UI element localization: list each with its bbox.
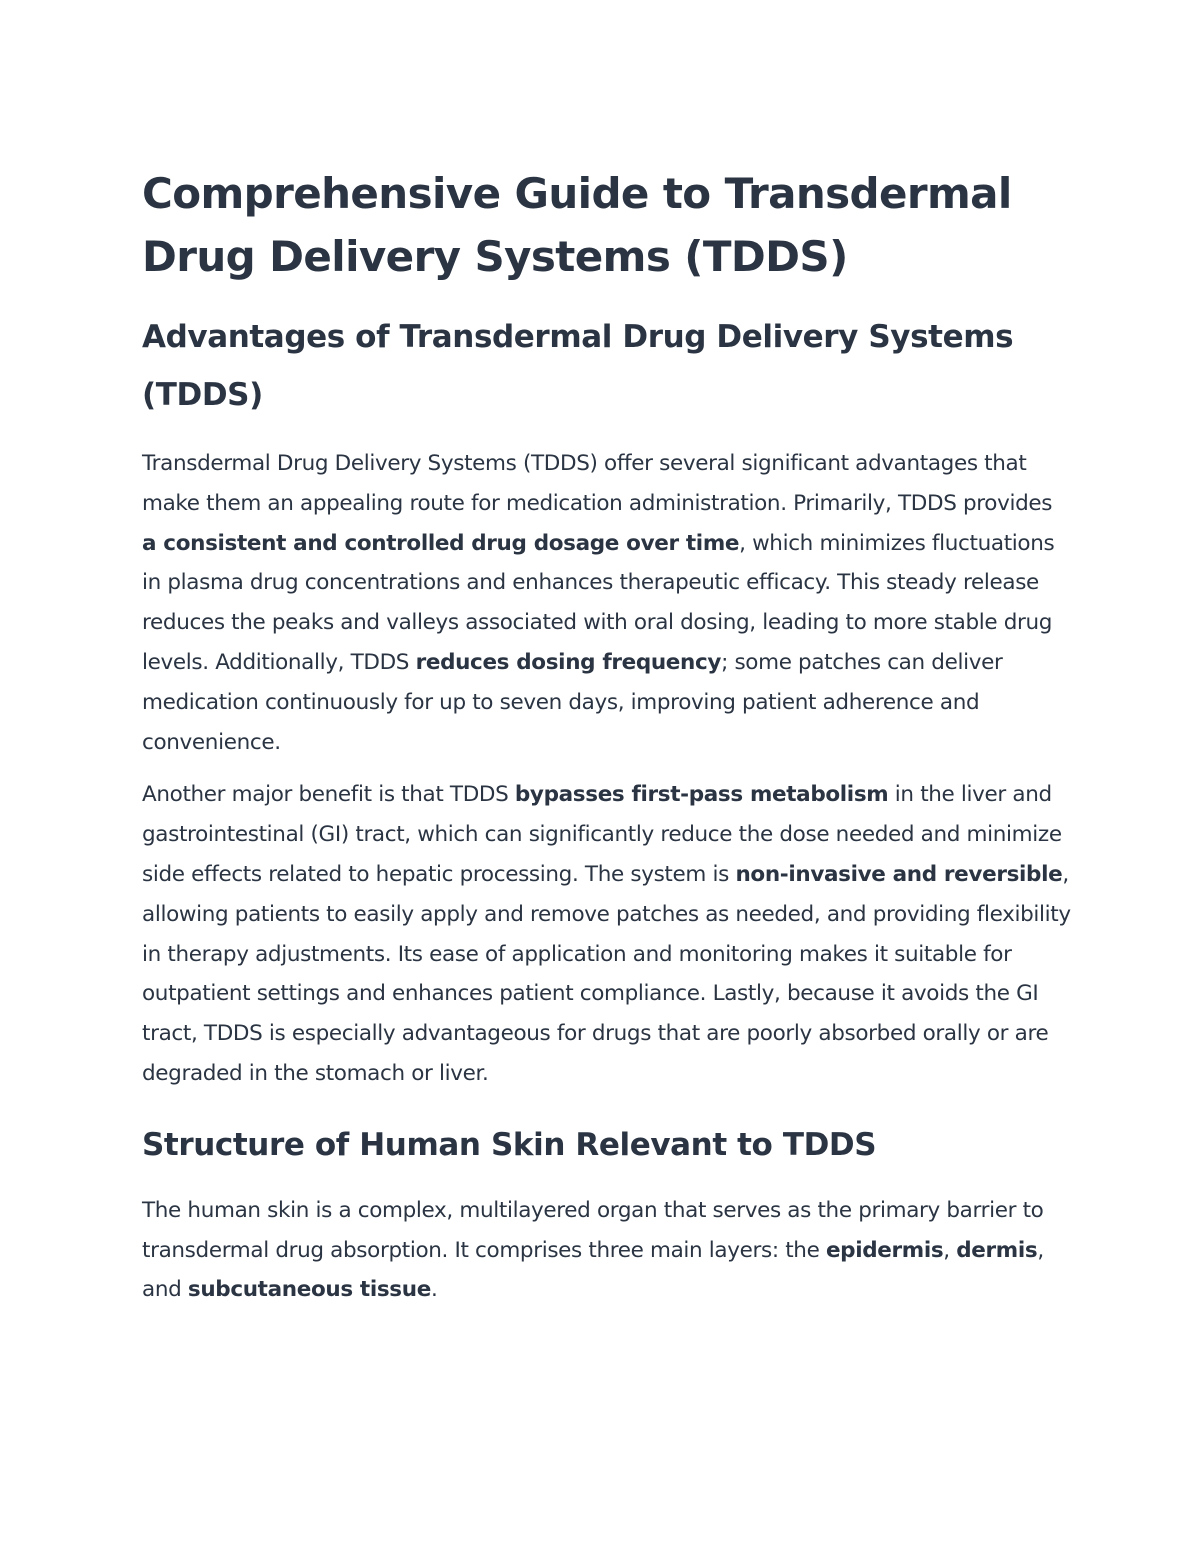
paragraph-text: , which minimizes fluctuations in plasma drug concentrations and enhances therapeutic efficacy. This steady release reduces the peaks and valleys associated with oral dosing, leading to more stable drug levels. Additionally, TDDS (142, 530, 1055, 675)
paragraph-skin-structure (142, 1191, 1072, 1310)
bold-text: epidermis (825, 1237, 944, 1263)
document-title: Comprehensive Guide to Transdermal Drug Delivery Systems (TDDS) (142, 169, 1012, 281)
paragraph-advantages-1 (142, 444, 1072, 762)
section-heading-advantages: Advantages of Transdermal Drug Delivery Systems (TDDS) (142, 319, 1014, 413)
paragraph-text: , (943, 1237, 957, 1263)
paragraph-text: The human skin is a complex, multilayered organ that serves as the primary barrier to transdermal drug absorption. It comprises three main layers: the (142, 1197, 1044, 1263)
bold-text: non-invasive and reversible (735, 861, 1063, 887)
bold-text: dermis (956, 1237, 1038, 1263)
paragraph-text: in the liver and gastrointestinal (GI) tract, which can significantly reduce the dose needed and minimize side effects related to hepatic processing. The system is (142, 782, 1062, 887)
paragraph-text: , and (142, 1237, 1044, 1303)
bold-text: reduces dosing frequency (415, 649, 722, 675)
paragraph-text: Transdermal Drug Delivery Systems (TDDS) offer several significant advantages that make them an appealing route for medication administration. Primarily, TDDS provides (142, 451, 1053, 516)
document-page (142, 162, 1072, 1310)
bold-text: subcutaneous tissue (187, 1277, 431, 1303)
bold-text: bypasses first-pass metabolism (514, 782, 889, 808)
paragraph-text: . (430, 1277, 438, 1303)
section-heading-skin-structure: Structure of Human Skin Relevant to TDDS (142, 1126, 877, 1163)
bold-text: a consistent and controlled drug dosage over time (142, 530, 740, 556)
paragraph-text: Another major benefit is that TDDS (142, 782, 515, 808)
paragraph-text: , allowing patients to easily apply and remove patches as needed, and providing flexibility in therapy adjustments. Its ease of application and monitoring makes it suitable for outpatient settings and enhances patient compliance. Lastly, because it avoids the GI tract, TDDS is especially advantageous for drugs that are poorly absorbed orally or are degraded in the stomach or liver. (142, 861, 1071, 1086)
paragraph-text: ; some patches can deliver medication continuously for up to seven days, improving patient adherence and convenience. (142, 649, 1003, 755)
paragraph-advantages-2 (142, 775, 1072, 1093)
